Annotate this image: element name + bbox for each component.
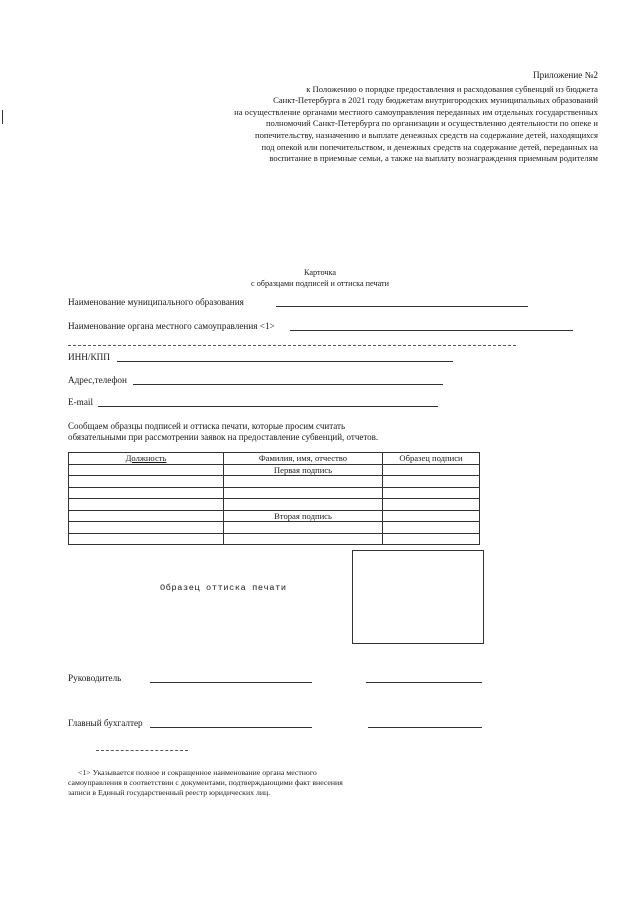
accountant-signature-line[interactable] [150, 727, 312, 728]
sample-cell[interactable] [383, 510, 480, 522]
position-cell[interactable] [69, 487, 224, 499]
position-cell[interactable] [69, 510, 224, 522]
col-position-header: Должность [69, 453, 224, 465]
appendix-line: на осуществление органами местного самоуправления переданных им отдельных государственных [234, 106, 598, 117]
table-header-row [69, 453, 480, 465]
address-phone-label: Адрес,телефон [68, 375, 127, 385]
intro-line: обязательными при рассмотрении заявок на предоставление субвенций, отчетов. [68, 432, 379, 442]
email-label: E-mail [68, 397, 94, 407]
appendix-line: попечительству, назначению и выплате денежных средств на содержание детей, находящихся [255, 129, 598, 140]
margin-mark [2, 110, 3, 124]
address-phone-field[interactable] [133, 384, 443, 385]
email-field[interactable] [98, 406, 438, 407]
name-cell[interactable] [224, 476, 383, 488]
sample-cell[interactable] [383, 533, 480, 545]
stamp-label: Образец оттиска печати [160, 583, 287, 593]
table-row [69, 499, 480, 511]
accountant-label: Главный бухгалтер [68, 718, 143, 728]
footnote [68, 768, 398, 798]
name-cell[interactable] [224, 487, 383, 499]
municipality-field[interactable] [276, 306, 528, 307]
name-cell[interactable] [224, 522, 383, 534]
appendix-line: воспитание в приемные семьи, а также на выплату вознаграждения приемным родителям [269, 153, 598, 164]
appendix-line: к Положению о порядке предоставления и расходования субвенций из бюджета [306, 83, 598, 94]
card-title: Карточка [304, 268, 336, 277]
sample-cell[interactable] [383, 464, 480, 476]
table-row [69, 533, 480, 545]
municipality-label: Наименование муниципального образования [68, 297, 244, 307]
table-row [69, 522, 480, 534]
appendix-line: под опекой или попечительством, и денежных средств на содержание детей, переданных на [261, 141, 598, 152]
table-row [69, 476, 480, 488]
col-name-header: Фамилия, имя, отчество [224, 453, 383, 465]
name-cell[interactable] [224, 499, 383, 511]
appendix-title: Приложение №2 [533, 70, 598, 80]
footnote-separator [96, 750, 188, 751]
table-row [69, 510, 480, 522]
col-sample-header: Образец подписи [383, 453, 480, 465]
sample-cell[interactable] [383, 487, 480, 499]
position-cell[interactable] [69, 522, 224, 534]
sample-cell[interactable] [383, 476, 480, 488]
position-cell[interactable] [69, 533, 224, 545]
appendix-line: Санкт-Петербурга в 2021 году бюджетам внутригородских муниципальных образований [273, 95, 598, 106]
inn-kpp-field[interactable] [117, 361, 453, 362]
head-label: Руководитель [68, 673, 122, 683]
table-row [69, 464, 480, 476]
inn-kpp-label: ИНН/КПП [68, 352, 110, 362]
intro-text [68, 421, 378, 443]
footnote-line: самоуправления в соответствии с документами, подтверждающими факт внесения [68, 778, 343, 787]
accountant-name-line[interactable] [368, 727, 482, 728]
authority-field-continuation[interactable] [68, 345, 516, 346]
table-row [69, 487, 480, 499]
position-cell[interactable] [69, 499, 224, 511]
name-cell[interactable] [224, 533, 383, 545]
footnote-line: <1> Указывается полное и сокращенное наименование органа местного [78, 768, 317, 777]
authority-field[interactable] [290, 330, 573, 331]
signature-table [68, 452, 480, 545]
intro-line: Сообщаем образцы подписей и оттиска печати, которые просим считать [68, 421, 346, 431]
stamp-box[interactable] [352, 550, 484, 644]
appendix-header [158, 70, 598, 165]
position-cell[interactable] [69, 476, 224, 488]
head-name-line[interactable] [366, 682, 482, 683]
head-signature-line[interactable] [150, 682, 312, 683]
authority-label: Наименование органа местного самоуправления <1> [68, 321, 275, 331]
footnote-line: записи в Единый государственный реестр юридических лиц. [68, 788, 271, 797]
sample-cell[interactable] [383, 522, 480, 534]
position-cell[interactable] [69, 464, 224, 476]
sample-cell[interactable] [383, 499, 480, 511]
second-signature-label: Вторая подпись [224, 510, 383, 522]
first-signature-label: Первая подпись [224, 464, 383, 476]
appendix-line: полномочий Санкт-Петербурга по организации и осуществлению деятельности по опеке и [265, 118, 598, 129]
card-subtitle: с образцами подписей и оттиска печати [251, 279, 389, 288]
